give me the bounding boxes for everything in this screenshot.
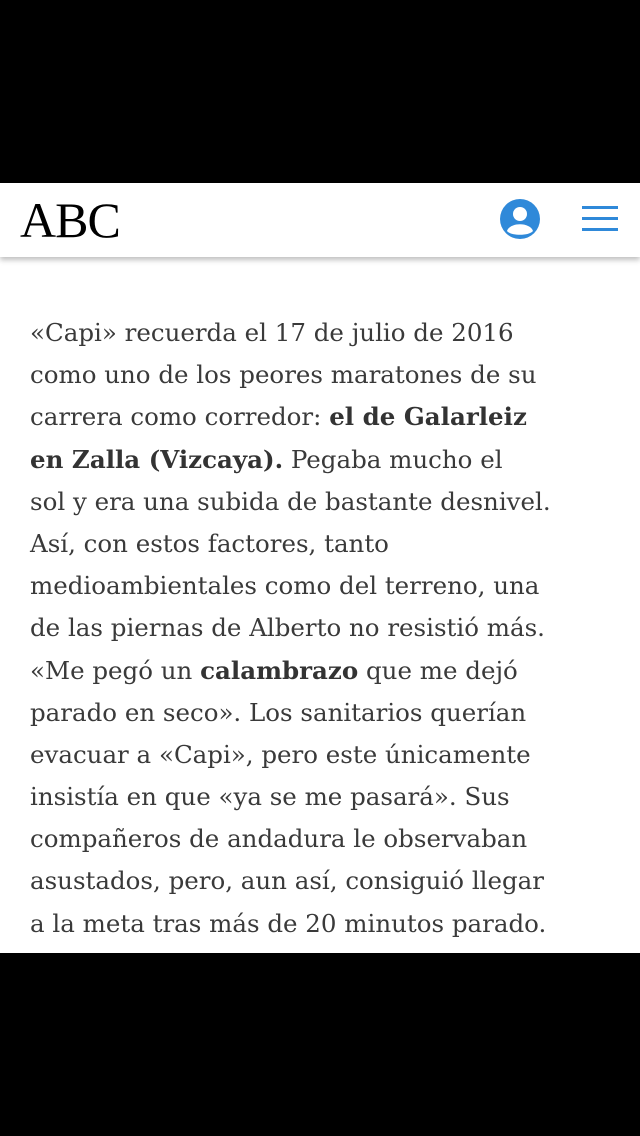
bold-text: el de Galarleiz — [329, 402, 527, 432]
text-run: parado en seco». Los sanitarios querían — [30, 697, 527, 727]
paragraph-line — [30, 903, 620, 945]
paragraph-line — [30, 481, 620, 523]
text-run: medioambientales como del terreno, una — [30, 571, 540, 601]
hamburger-menu-button[interactable] — [582, 206, 618, 232]
text-run: «Me pegó un — [30, 655, 201, 685]
paragraph-line — [30, 565, 620, 607]
text-run: Así, con estos factores, tanto — [30, 528, 389, 558]
site-header — [0, 183, 640, 257]
paragraph-line — [30, 523, 620, 565]
article-body — [30, 312, 620, 945]
bold-text: en Zalla (Vizcaya). — [30, 444, 284, 474]
text-run: asustados, pero, aun así, consiguió llegar — [30, 866, 544, 896]
text-run: que me dejó — [358, 655, 518, 685]
abc-logo[interactable]: ABC — [20, 192, 120, 248]
paragraph-line — [30, 650, 620, 692]
paragraph-line — [30, 776, 620, 818]
text-run: carrera como corredor: — [30, 402, 330, 432]
paragraph-line — [30, 439, 620, 481]
paragraph-line — [30, 818, 620, 860]
text-run: de las piernas de Alberto no resistió más. — [30, 613, 545, 643]
menu-line — [582, 228, 618, 231]
text-run: «Capi» recuerda el 17 de julio de 2016 — [30, 318, 514, 347]
user-account-button[interactable] — [500, 199, 540, 239]
text-run: Pegaba mucho el — [283, 444, 503, 474]
paragraph-line — [30, 396, 620, 438]
paragraph-line — [30, 734, 620, 776]
paragraph-line — [30, 354, 620, 396]
hamburger-menu-icon — [582, 206, 618, 209]
text-run: a la meta tras más de 20 minutos parado. — [30, 908, 547, 938]
menu-line — [582, 217, 618, 220]
paragraph-line — [30, 312, 620, 354]
text-run: insistía en que «ya se me pasará». Sus — [30, 782, 510, 812]
text-run: sol y era una subida de bastante desnivel. — [30, 486, 551, 516]
paragraph-line — [30, 860, 620, 902]
page-viewport — [0, 183, 640, 953]
bold-text: calambrazo — [200, 655, 359, 685]
paragraph-line — [30, 607, 620, 649]
user-circle-icon — [500, 199, 540, 239]
text-run: evacuar a «Capi», pero este únicamente — [30, 739, 531, 769]
text-run: compañeros de andadura le observaban — [30, 824, 528, 854]
paragraph-line — [30, 692, 620, 734]
text-run: como uno de los peores maratones de su — [30, 360, 537, 390]
